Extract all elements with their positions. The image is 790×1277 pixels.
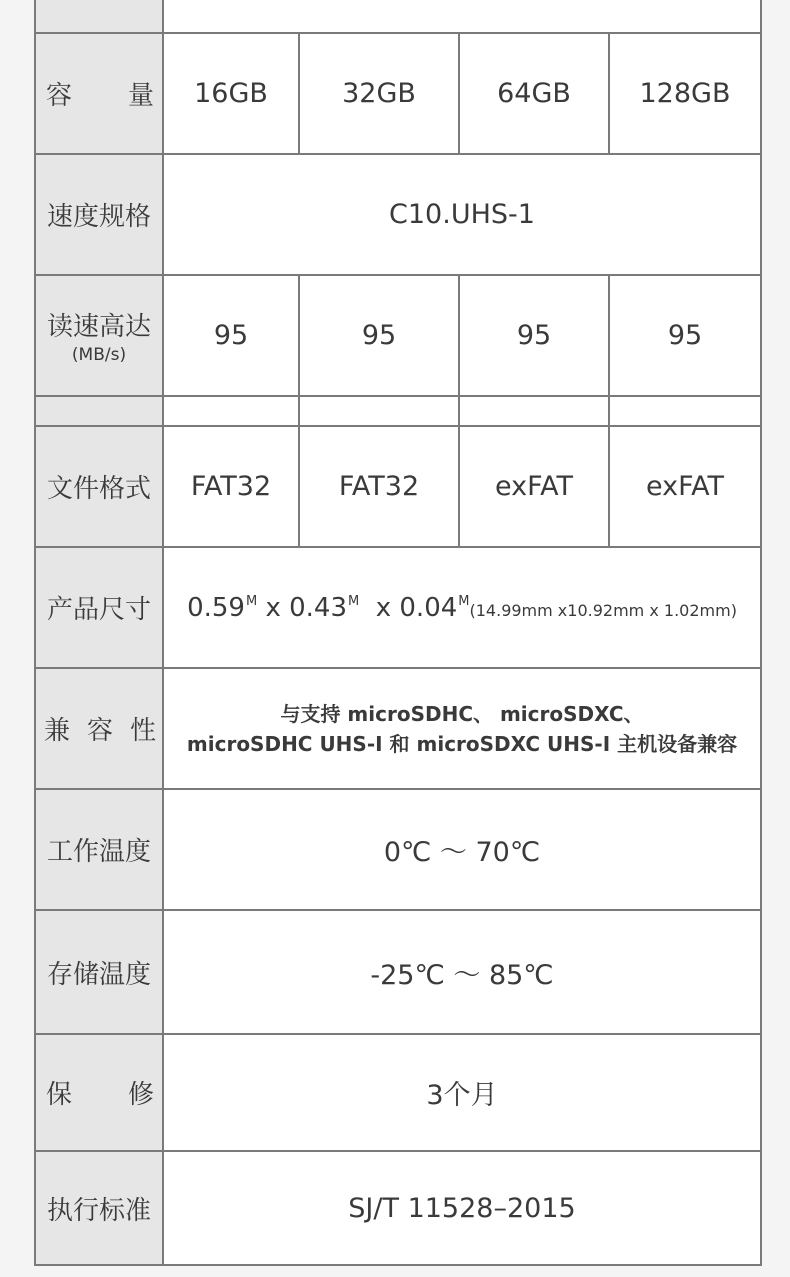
table-row-compatibility: [36, 667, 760, 788]
capacity-cell: 16GB: [164, 34, 300, 153]
table-row-standard: [36, 1150, 760, 1264]
table-row-file-format: [36, 425, 760, 546]
storage-temp-value: -25℃ ～ 85℃: [370, 959, 554, 991]
capacity-cell: 32GB: [300, 34, 460, 153]
table-row-spacer: [36, 395, 760, 425]
row-label-read-speed: 读速高达 (MB/s): [36, 276, 164, 395]
read-speed-cell: 95: [300, 276, 460, 395]
dimensions-value: $0.59^M$ x $0.43^M$ x $0.04^M(14.99mm$ x10.92mm x 1.02mm): [187, 592, 737, 623]
table-row-storage-temp: [36, 909, 760, 1033]
operating-temp-value: 0℃ ～ 70℃: [383, 837, 541, 868]
table-row-warranty: [36, 1033, 760, 1150]
table-row-top-partial: [36, 0, 760, 32]
table-row-operating-temp: [36, 788, 760, 909]
file-format-cell: FAT32: [164, 427, 300, 546]
row-label-capacity: 容 量: [36, 34, 164, 153]
row-label-dimensions: 产品尺寸: [36, 548, 164, 667]
compatibility-value: 与支持 microSDHC、 microSDXC、 microSDHC UHS-I 和 microSDXC UHS-I 主机设备兼容: [186, 701, 738, 756]
table-row-capacity: [36, 32, 760, 153]
file-format-cell: exFAT: [645, 471, 725, 502]
row-label-speed-class: 速度规格: [36, 155, 164, 274]
file-format-cell: exFAT: [460, 427, 610, 546]
speed-class-value: C10.UHS-1: [389, 199, 535, 230]
capacity-cell: 128GB: [639, 78, 731, 109]
row-label-compatibility: 兼 容 性: [36, 669, 164, 788]
table-row-dimensions: [36, 546, 760, 667]
table-row-read-speed: [36, 274, 760, 395]
read-speed-cell: 95: [164, 276, 300, 395]
table-row-speed-class: [36, 153, 760, 274]
capacity-cell: 64GB: [460, 34, 610, 153]
row-label-operating-temp: 工作温度: [36, 790, 164, 909]
read-speed-cell: 95: [667, 320, 703, 351]
row-label-warranty: 保 修: [36, 1035, 164, 1150]
dimensions-mm: (14.99mm x10.92mm x 1.02mm): [469, 600, 737, 620]
row-label-storage-temp: 存储温度: [36, 911, 164, 1033]
standard-value: SJ/T 11528–2015: [348, 1192, 576, 1224]
read-speed-cell: 95: [460, 276, 610, 395]
file-format-cell: FAT32: [300, 427, 460, 546]
read-speed-unit: (MB/s): [71, 345, 127, 365]
row-label: [36, 0, 164, 32]
spec-table: [34, 0, 762, 1266]
warranty-value: 3个月: [426, 1080, 498, 1111]
row-label-file-format: 文件格式: [36, 427, 164, 546]
row-label-standard: 执行标准: [36, 1152, 164, 1264]
